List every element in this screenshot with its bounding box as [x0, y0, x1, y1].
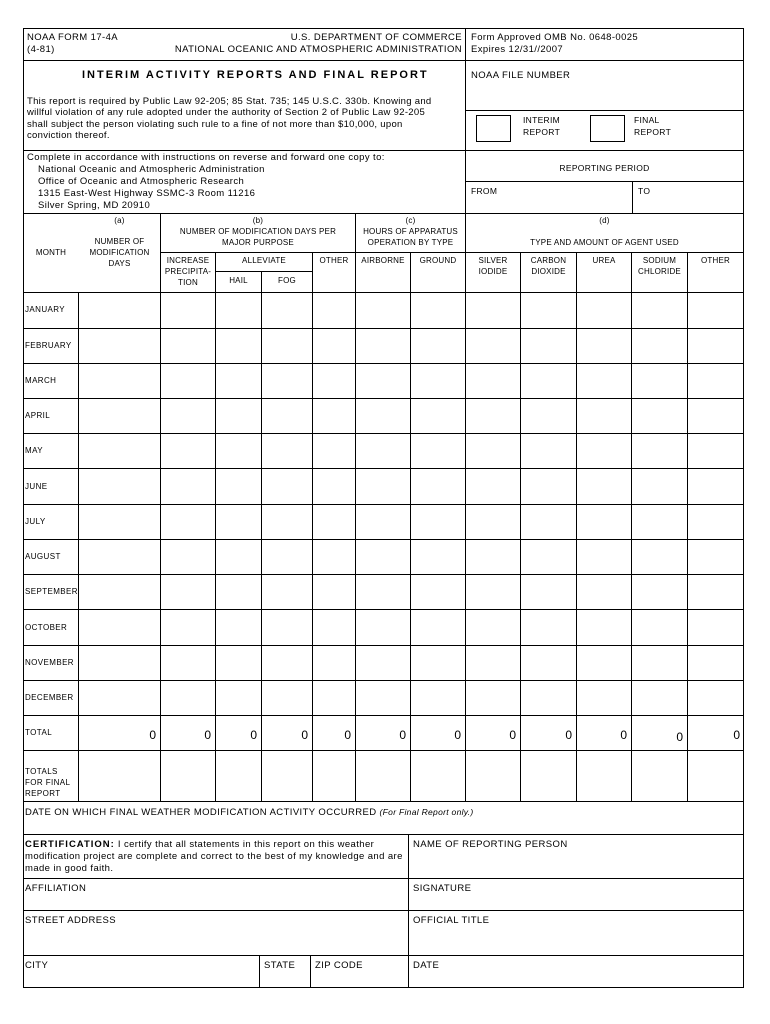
total-value: 0 — [454, 728, 461, 742]
total-value: 0 — [250, 728, 257, 742]
col-rule — [78, 292, 79, 801]
purpose-header-2: MAJOR PURPOSE — [222, 238, 294, 247]
totals-final-label-1: TOTALS — [25, 767, 58, 776]
frame-bottom — [23, 987, 744, 988]
row-rule — [23, 328, 744, 329]
col-a-letter: (a) — [114, 216, 125, 225]
month-label: FEBRUARY — [25, 341, 72, 350]
ground-header: GROUND — [419, 256, 457, 265]
date-field[interactable]: DATE — [413, 960, 440, 971]
row-rule — [23, 398, 744, 399]
col-c-letter: (c) — [405, 216, 416, 225]
hail-header: HAIL — [229, 276, 248, 285]
col-rule — [261, 271, 262, 801]
airborne-header: AIRBORNE — [361, 256, 405, 265]
frame-right — [743, 28, 744, 988]
header-divider — [465, 28, 466, 213]
month-label: MAY — [25, 446, 43, 455]
month-label: JANUARY — [25, 305, 65, 314]
other-b-header: OTHER — [319, 256, 349, 265]
col-rule — [355, 213, 356, 801]
silver-header-2: IODIDE — [478, 267, 508, 276]
row-rule — [23, 433, 744, 434]
col-rule — [465, 213, 466, 801]
month-header: MONTH — [35, 248, 67, 257]
purpose-header-1: NUMBER OF MODIFICATION DAYS PER — [179, 227, 337, 236]
final-date-note: (For Final Report only.) — [379, 807, 474, 817]
frame-left — [23, 28, 24, 988]
total-value: 0 — [344, 728, 351, 742]
carbon-header-1: CARBON — [530, 256, 567, 265]
agency-name: NATIONAL OCEANIC AND ATMOSPHERIC ADMINISTRATION — [174, 44, 462, 55]
month-label: NOVEMBER — [25, 658, 74, 667]
affiliation-field[interactable]: AFFILIATION — [25, 883, 87, 894]
total-value: 0 — [509, 728, 516, 742]
col-rule — [215, 252, 216, 801]
hours-header-2: OPERATION BY TYPE — [367, 238, 454, 247]
row-rule — [23, 574, 744, 575]
rule-under-header — [23, 60, 744, 61]
final-label-2: REPORT — [634, 127, 672, 137]
total-label: TOTAL — [25, 728, 53, 737]
mod-days-header-2: MODIFICATION — [89, 248, 150, 257]
sodium-header-1: SODIUM — [642, 256, 677, 265]
legal-notice: This report is required by Public Law 92-205; 85 Stat. 735; 145 U.S.C. 330b. Knowing and willful violation of any rule adopted under the authority of Section 2 of Public Law 92-205 shall subject the person violating such rule to a fine of not more than $10,000, upon conviction thereof. — [27, 96, 432, 141]
total-value: 0 — [301, 728, 308, 742]
row-rule — [23, 750, 744, 751]
row-rule — [23, 801, 744, 802]
silver-header-1: SILVER — [478, 256, 508, 265]
row-rule — [23, 468, 744, 469]
row-rule — [23, 609, 744, 610]
total-value: 0 — [149, 728, 156, 742]
month-label: AUGUST — [25, 552, 61, 561]
col-rule — [410, 252, 411, 801]
alleviate-header: ALLEVIATE — [242, 256, 286, 265]
total-value: 0 — [676, 730, 683, 744]
totals-final-label-2: FOR FINAL — [25, 778, 71, 787]
certification-text-2: modification project are complete and correct to the best of my knowledge and are — [25, 851, 403, 862]
month-label: APRIL — [25, 411, 51, 420]
total-value: 0 — [733, 728, 740, 742]
final-report-checkbox[interactable] — [590, 115, 625, 142]
col-b-letter: (b) — [252, 216, 264, 225]
mod-days-header-3: DAYS — [108, 259, 131, 268]
month-label: SEPTEMBER — [25, 587, 78, 596]
instructions-line-5: Silver Spring, MD 20910 — [38, 200, 151, 211]
hours-header-1: HOURS OF APPARATUS — [363, 227, 458, 236]
fog-header: FOG — [278, 276, 296, 285]
interim-label-1: INTERIM — [523, 115, 561, 125]
urea-header: UREA — [592, 256, 616, 265]
col-d-letter: (d) — [599, 216, 610, 225]
reporting-person-field[interactable]: NAME OF REPORTING PERSON — [413, 839, 568, 850]
interim-report-checkbox[interactable] — [476, 115, 511, 142]
rule-data-start — [23, 292, 744, 293]
row-rule — [23, 715, 744, 716]
form-id: NOAA FORM 17-4A — [27, 32, 118, 43]
final-date-field[interactable] — [25, 807, 474, 818]
form-title: INTERIM ACTIVITY REPORTS AND FINAL REPORT — [82, 69, 429, 81]
final-date-label: DATE ON WHICH FINAL WEATHER MODIFICATION ACTIVITY OCCURRED — [25, 807, 377, 818]
certification-heading: CERTIFICATION: — [25, 839, 115, 850]
carbon-header-2: DIOXIDE — [531, 267, 566, 276]
other-d-header: OTHER — [701, 256, 730, 265]
increase-header-2: PRECIPITA- — [164, 267, 212, 276]
instructions-line-3: Office of Oceanic and Atmospheric Research — [38, 176, 245, 187]
col-rule — [312, 252, 313, 801]
col-rule — [576, 252, 577, 801]
agent-header: TYPE AND AMOUNT OF AGENT USED — [530, 238, 679, 247]
row-rule — [23, 878, 744, 879]
bottom-divider — [408, 834, 409, 988]
period-to-field[interactable]: TO — [638, 186, 651, 196]
signature-field[interactable]: SIGNATURE — [413, 883, 472, 894]
certification-line-1 — [25, 839, 374, 850]
certification-text-1: I certify that all statements in this report on this weather — [114, 839, 375, 850]
reporting-period-label: REPORTING PERIOD — [559, 163, 650, 173]
department-name: U.S. DEPARTMENT OF COMMERCE — [290, 32, 462, 43]
street-address-field[interactable]: STREET ADDRESS — [25, 915, 116, 926]
zip-divider — [310, 955, 311, 988]
row-rule — [23, 834, 744, 835]
month-label: MARCH — [25, 376, 57, 385]
rule-under-legal — [23, 150, 744, 151]
file-number-label: NOAA FILE NUMBER — [471, 70, 571, 81]
instructions-line-1: Complete in accordance with instructions on reverse and forward one copy to: — [27, 152, 385, 163]
official-title-field[interactable]: OFFICIAL TITLE — [413, 915, 490, 926]
city-field[interactable]: CITY — [25, 960, 49, 971]
row-rule — [23, 645, 744, 646]
rule-period — [465, 181, 744, 182]
certification-text-3: made in good faith. — [25, 863, 114, 874]
zip-code-field[interactable]: ZIP CODE — [315, 960, 363, 971]
sodium-header-2: CHLORIDE — [638, 267, 681, 276]
instructions-line-4: 1315 East-West Highway SSMC-3 Room 11216 — [38, 188, 256, 199]
col-rule — [631, 252, 632, 801]
row-rule — [23, 910, 744, 911]
rule-from-to — [632, 181, 633, 213]
total-value: 0 — [565, 728, 572, 742]
month-label: OCTOBER — [25, 623, 68, 632]
month-label: JULY — [25, 517, 46, 526]
frame-top — [23, 28, 744, 29]
total-value: 0 — [399, 728, 406, 742]
rule-under-filenum — [465, 110, 744, 111]
rule-sub-header — [160, 252, 744, 253]
expiration-date: Expires 12/31//2007 — [471, 44, 564, 55]
month-label: JUNE — [25, 482, 48, 491]
state-field[interactable]: STATE — [264, 960, 296, 971]
row-rule — [23, 680, 744, 681]
col-rule — [520, 252, 521, 801]
final-label-1: FINAL — [634, 115, 660, 125]
total-value: 0 — [204, 728, 211, 742]
col-rule — [687, 252, 688, 801]
totals-final-label-3: REPORT — [25, 789, 61, 798]
state-divider — [259, 955, 260, 988]
row-rule — [23, 539, 744, 540]
rule-table-top — [23, 213, 744, 214]
form-revision: (4-81) — [27, 44, 55, 55]
col-rule — [160, 213, 161, 801]
interim-label-2: REPORT — [523, 127, 561, 137]
month-label: DECEMBER — [25, 693, 74, 702]
rule-alleviate — [215, 271, 312, 272]
row-rule — [23, 955, 744, 956]
row-rule — [23, 504, 744, 505]
omb-approval: Form Approved OMB No. 0648-0025 — [471, 32, 639, 43]
instructions-line-2: National Oceanic and Atmospheric Administration — [38, 164, 265, 175]
increase-header-1: INCREASE — [166, 256, 210, 265]
mod-days-header-1: NUMBER OF — [94, 237, 145, 246]
period-from-field[interactable]: FROM — [471, 186, 498, 196]
row-rule — [23, 363, 744, 364]
increase-header-3: TION — [178, 278, 198, 287]
total-value: 0 — [620, 728, 627, 742]
